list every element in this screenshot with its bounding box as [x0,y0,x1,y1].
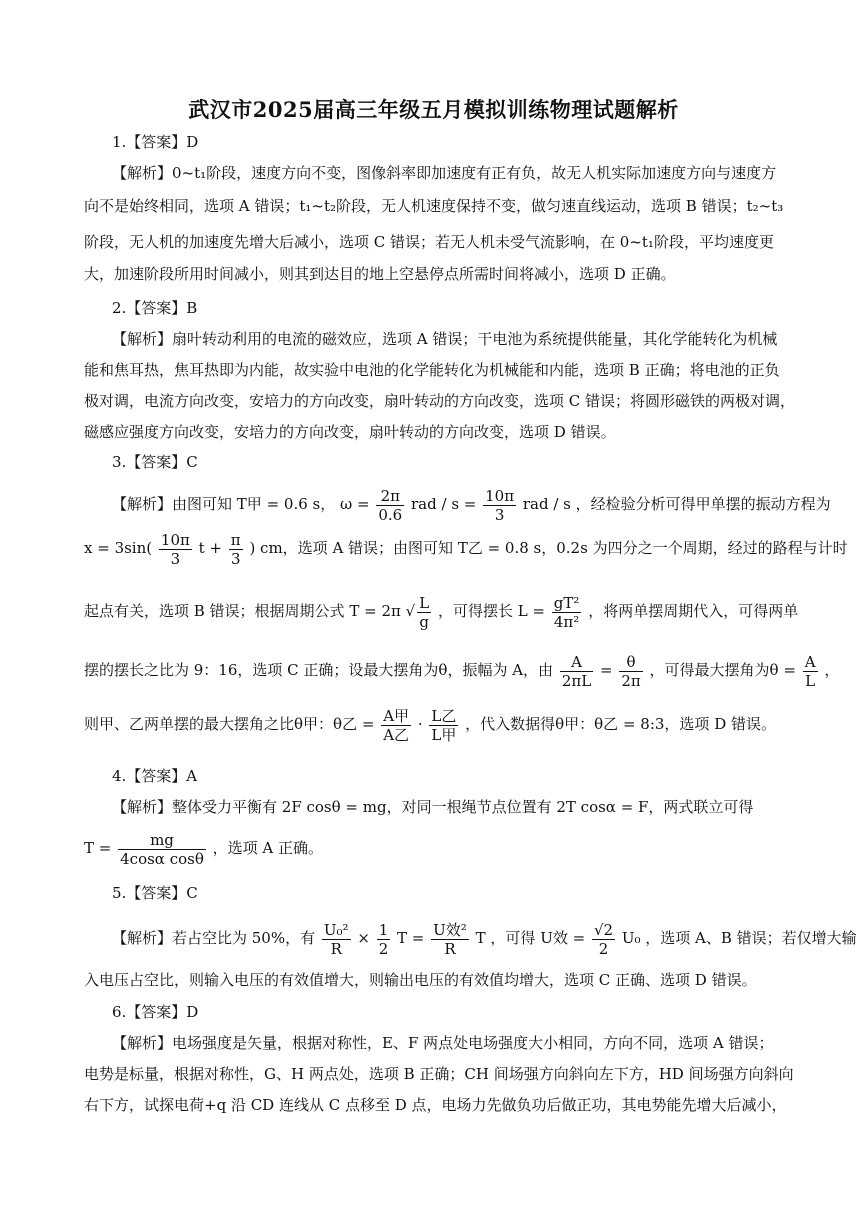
text: ，可得 [490,929,536,947]
explanation-2-line-4: 磁感应强度方向改变，安培力的方向改变，扇叶转动的方向改变，选项 D 错误。 [84,423,616,441]
explanation-3-line-4 [84,648,840,694]
explanation-3-line-5 [84,702,784,748]
sqrt-L-over-g: √ $\frac{L}{g}$ [405,593,430,631]
fraction-A-ratio: $\frac{\text{A甲}}{\text{A乙}}$ [383,706,410,744]
unit: rad / s = [411,495,477,513]
fraction-L-ratio: $\frac{\text{L乙}}{\text{L甲}}$ [431,706,457,744]
equals: = [599,661,613,679]
explanation-3-line-3 [84,586,799,638]
fraction-U0sq-R: $\frac{\text{U₀²}}{R}$ [323,920,349,958]
answer-5: 5.【答案】C [112,884,198,902]
text: ，代入数据得θ甲：θ乙 = 8:3，选项 D 错误。 [465,715,776,733]
explanation-1-line-4: 大，加速阶段所用时间减小，则其到达目的地上空悬停点所需时间将减小，选项 D 正确。 [84,265,676,283]
explanation-5-line-1 [112,916,857,962]
text: 【解析】由图可知 [112,495,233,513]
var-t: t + [198,539,223,557]
answer-6: 6.【答案】D [112,1003,199,1021]
formula: T = [84,839,112,857]
explanation-3-line-1 [112,482,831,528]
text: ，选项 A、B 错误；若仅增大输 [645,929,857,947]
fraction-10pi-3: $\frac{10\pi}{3}$ [160,530,190,568]
explanation-2-line-1: 【解析】扇叶转动利用的电流的磁效应，选项 A 错误；干电池为系统提供能量，其化学能转化为机械 [112,330,778,348]
fraction-mg-4cos: $\frac{mg}{\text{4cosα cosθ}}$ [120,830,204,868]
fraction-pi-3: $\frac{\pi}{3}$ [230,530,241,568]
fraction-1-2: $\frac{1}{2}$ [378,920,389,958]
var: T [475,929,486,947]
page-title: 武汉市2025届高三年级五月模拟训练物理试题解析 [188,97,679,122]
fraction-10pi-3: $\frac{10\pi}{3}$ [485,486,515,524]
fraction-A-L: $\frac{A}{L}$ [804,652,816,690]
answer-3: 3.【答案】C [112,453,198,471]
text: ) cm，选项 A 错误；由图可知 T乙 = 0.8 s，0.2s 为四分之一个周期，经过的路程与计时 [249,539,848,557]
formula-omega-label: ω = [340,495,370,513]
text: ，选项 A 正确。 [212,839,324,857]
explanation-4-line-2 [84,826,784,872]
explanation-1-line-3: 阶段，无人机的加速度先增大后减小，选项 C 错误；若无人机未受气流影响，在 0~t₁阶段，平均速度更 [84,233,774,251]
explanation-3-line-2 [84,526,848,572]
text: 则甲、乙两单摆的最大摆角之比θ甲：θ乙 = [84,715,375,733]
fraction-gT2-4pi2: $\frac{\text{gT²}}{\text{4π²}}$ [553,593,580,631]
var: U₀ [621,929,641,947]
equals: T = [397,929,425,947]
formula-period-a: T甲 = 0.6 s， [236,495,336,513]
fraction-sqrt2-2: $\frac{√2}{2}$ [593,920,614,958]
explanation-5-line-2: 入电压占空比，则输入电压的有效值增大，则输出电压的有效值均增大，选项 C 正确、选项 D 错误。 [84,971,757,989]
explanation-6-line-1: 【解析】电场强度是矢量，根据对称性，E、F 两点处电场强度大小相同，方向不同，选项 A 错误； [112,1034,774,1052]
text: ，可得摆长 L = [437,602,546,620]
answer-2: 2.【答案】B [112,299,198,317]
fraction-theta-2pi: $\frac{\theta}{2\pi}$ [621,652,641,690]
answer-1: 1.【答案】D [112,133,199,151]
text: ，可得最大摆角为θ = [649,661,796,679]
text: ， [824,661,840,679]
times: · [417,715,423,733]
answer-4: 4.【答案】A [112,767,198,785]
explanation-2-line-2: 能和焦耳热，焦耳热即为内能，故实验中电池的化学能转化为机械能和内能，选项 B 正确；将电池的正负 [84,361,780,379]
explanation-1-line-2: 向不是始终相同，选项 A 错误；t₁~t₂阶段，无人机速度保持不变，做匀速直线运动，选项 B 错误；t₂~t₃ [84,197,784,215]
explanation-2-line-3: 极对调，电流方向改变，安培力的方向改变，扇叶转动的方向改变，选项 C 错误；将圆形磁铁的两极对调， [84,392,796,410]
fraction-A-2piL: $\frac{A}{2\pi L}$ [561,652,592,690]
times: × [357,929,370,947]
text: ，经检验分析可得甲单摆的振动方程为 [575,495,831,513]
text: ，将两单摆周期代入，可得两单 [588,602,799,620]
fraction-2pi-0.6: $\frac{2\pi}{0.6}$ [378,486,403,524]
unit: rad / s [522,495,571,513]
fraction-Ueff-R: $\frac{\text{U效²}}{R}$ [433,920,467,958]
var: U效 = [540,929,586,947]
explanation-6-line-3: 右下方，试探电荷+q 沿 CD 连线从 C 点移至 D 点，电场力先做负功后做正功，其电势能先增大后减小， [84,1096,787,1114]
explanation-6-line-2: 电势是标量，根据对称性，G、H 两点处，选项 B 正确；CH 间场强方向斜向左下方，HD 间场强方向斜向 [84,1065,794,1083]
explanation-1-line-1: 【解析】0~t₁阶段，速度方向不变，图像斜率即加速度有正有负，故无人机实际加速度方向与速度方 [112,164,777,182]
text: 摆的摆长之比为 9：16，选项 C 正确；设最大摆角为θ，振幅为 A，由 [84,661,554,679]
formula: x = 3sin( [84,539,153,557]
explanation-4-line-1: 【解析】整体受力平衡有 2F cosθ = mg，对同一根绳节点位置有 2T cosα = F，两式联立可得 [112,798,754,816]
text: 【解析】若占空比为 50%，有 [112,929,316,947]
text: 起点有关，选项 B 错误；根据周期公式 T = 2π [84,602,401,620]
